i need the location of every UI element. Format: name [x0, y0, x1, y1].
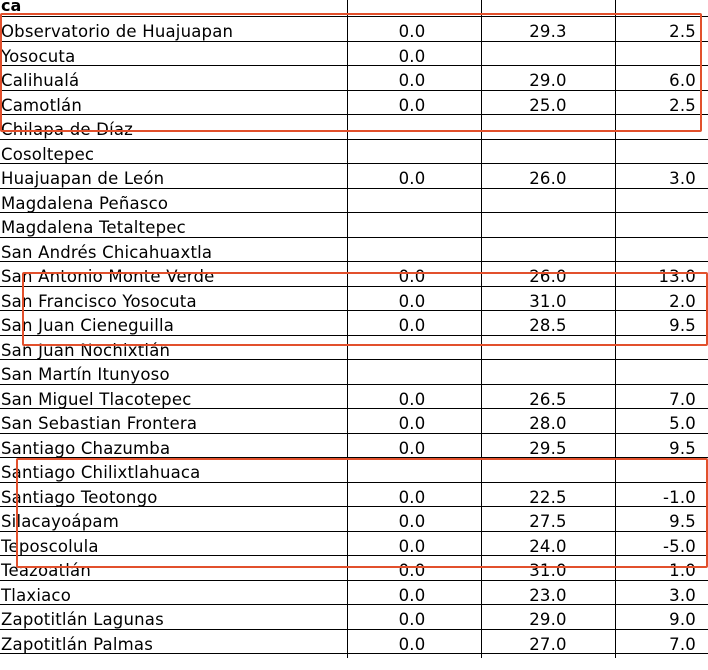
- value-cell-2: 26.0: [529, 169, 567, 188]
- value-cell-1: [348, 458, 476, 482]
- value-cell-1: 0.0: [398, 95, 426, 115]
- value-cell-2: 26.5: [529, 389, 567, 409]
- value-cell-1: 0.0: [398, 316, 426, 335]
- value-cell-1: 0.0: [398, 267, 426, 286]
- value-cell-1: [348, 140, 476, 164]
- value-cell-3: [616, 213, 696, 237]
- table-row: [0, 483, 708, 508]
- value-cell-2: 24.0: [529, 536, 567, 556]
- value-cell-3: 9.5: [669, 438, 696, 458]
- table-row: [0, 605, 708, 630]
- value-cell-2: [482, 213, 614, 237]
- value-cell-1: 0.0: [398, 512, 426, 531]
- table-row: [0, 262, 708, 287]
- value-cell-3: -1.0: [663, 487, 696, 507]
- value-cell-2: 29.5: [529, 438, 567, 458]
- value-cell-1: 0.0: [398, 561, 426, 580]
- table-row: [0, 164, 708, 189]
- station-name-cell: San Juan Nochixtlán: [1, 340, 171, 360]
- value-cell-2: 29.0: [529, 610, 567, 629]
- value-cell-1: 0.0: [398, 71, 426, 90]
- value-cell-2: 28.0: [529, 414, 567, 433]
- value-cell-1: [348, 360, 476, 384]
- station-name-cell: Zapotitlán Palmas: [1, 634, 153, 654]
- value-cell-2: 27.5: [529, 512, 567, 531]
- table-row: [0, 336, 708, 361]
- table-row: [0, 189, 708, 214]
- value-cell-3: 3.0: [669, 585, 696, 605]
- value-cell-3: 3.0: [669, 169, 696, 188]
- station-name-cell: San Francisco Yosocuta: [1, 291, 197, 311]
- value-cell-2: 29.3: [529, 22, 567, 41]
- value-cell-1: [348, 238, 476, 262]
- station-name-cell: Teposcolula: [1, 536, 99, 556]
- value-cell-2: 26.0: [529, 267, 567, 286]
- value-cell-2: [482, 238, 614, 262]
- value-cell-2: [482, 140, 614, 164]
- value-cell-1: 0.0: [398, 22, 426, 41]
- station-name-cell: San Juan Cieneguilla: [1, 316, 175, 335]
- station-name-cell: Chilapa de Díaz: [1, 120, 134, 139]
- table-row: [0, 66, 708, 91]
- value-cell-3: [616, 189, 696, 213]
- value-cell-3: 13.0: [658, 267, 696, 286]
- table-row: [0, 140, 708, 165]
- station-name-cell: San Miguel Tlacotepec: [1, 389, 192, 409]
- station-name-cell: Magdalena Tetaltepec: [1, 218, 186, 237]
- value-cell-2: [482, 458, 614, 482]
- value-cell-1: 0.0: [398, 585, 426, 605]
- value-cell-1: 0.0: [398, 169, 426, 188]
- table-row: [0, 556, 708, 581]
- value-cell-1: 0.0: [398, 634, 426, 654]
- table-row: [0, 532, 708, 557]
- value-cell-3: -5.0: [663, 536, 696, 556]
- station-name-cell: Tlaxiaco: [1, 585, 72, 605]
- table-row: [0, 213, 708, 238]
- station-name-cell: Cosoltepec: [1, 144, 95, 164]
- station-name-cell: San Martín Itunyoso: [1, 365, 170, 384]
- station-name-cell: Teazoatlán: [1, 561, 92, 580]
- value-cell-1: 0.0: [398, 487, 426, 507]
- value-cell-1: [348, 336, 476, 360]
- value-cell-3: [616, 458, 696, 482]
- value-cell-3: 2.0: [669, 291, 696, 311]
- station-name-cell: San Andrés Chicahuaxtla: [1, 242, 213, 262]
- station-name-cell: Yosocuta: [1, 46, 76, 66]
- table-row: [0, 287, 708, 312]
- value-cell-1: 0.0: [398, 536, 426, 556]
- station-name-cell: San Sebastian Frontera: [1, 414, 198, 433]
- station-name-cell: Santiago Chilixtlahuaca: [1, 463, 201, 482]
- table-row: [0, 311, 708, 336]
- value-cell-3: 7.0: [669, 634, 696, 654]
- value-cell-2: 31.0: [529, 561, 567, 580]
- value-cell-2: 27.0: [529, 634, 567, 654]
- value-cell-2: 28.5: [529, 316, 567, 335]
- station-name-cell: Magdalena Peñasco: [1, 193, 169, 213]
- table-row: [0, 507, 708, 532]
- value-cell-1: 0.0: [398, 610, 426, 629]
- table-row: [0, 238, 708, 263]
- value-cell-2: [482, 42, 614, 66]
- value-cell-3: [616, 42, 696, 66]
- table-row: [0, 409, 708, 434]
- value-cell-3: 9.5: [669, 316, 696, 335]
- value-cell-1: [348, 213, 476, 237]
- value-cell-3: 9.5: [669, 512, 696, 531]
- station-name-cell: Silacayoápam: [1, 512, 119, 531]
- value-cell-3: 1.0: [669, 561, 696, 580]
- value-cell-2: [482, 115, 614, 139]
- value-cell-3: 6.0: [669, 71, 696, 90]
- table-row: [0, 385, 708, 410]
- table-row: [0, 17, 708, 42]
- table-row: [0, 91, 708, 116]
- value-cell-1: 0.0: [398, 438, 426, 458]
- value-cell-3: 2.5: [669, 95, 696, 115]
- station-name-cell: Calihualá: [1, 71, 80, 90]
- value-cell-2: 25.0: [529, 95, 567, 115]
- value-cell-2: [482, 360, 614, 384]
- value-cell-2: [482, 336, 614, 360]
- table-row: [0, 360, 708, 385]
- value-cell-3: [616, 238, 696, 262]
- station-name-cell: Santiago Chazumba: [1, 438, 171, 458]
- table-row: [0, 434, 708, 459]
- value-cell-3: [616, 140, 696, 164]
- value-cell-2: 22.5: [529, 487, 567, 507]
- value-cell-2: [482, 189, 614, 213]
- station-name-cell: Zapotitlán Lagunas: [1, 610, 164, 629]
- table-row: [0, 42, 708, 67]
- value-cell-3: [616, 115, 696, 139]
- station-name-cell: Camotlán: [1, 95, 83, 115]
- value-cell-3: 7.0: [669, 389, 696, 409]
- station-name-cell: Santiago Teotongo: [1, 487, 158, 507]
- value-cell-1: 0.0: [398, 46, 426, 66]
- value-cell-1: 0.0: [398, 291, 426, 311]
- value-cell-3: [616, 336, 696, 360]
- value-cell-1: 0.0: [398, 414, 426, 433]
- value-cell-1: [348, 115, 476, 139]
- value-cell-2: 31.0: [529, 291, 567, 311]
- table-row: [0, 581, 708, 606]
- value-cell-2: 23.0: [529, 585, 567, 605]
- value-cell-3: [616, 360, 696, 384]
- station-name-cell: Observatorio de Huajuapan: [1, 22, 234, 41]
- table-heading: ca: [1, 0, 22, 15]
- station-name-cell: Huajuapan de León: [1, 169, 165, 188]
- table-row: [0, 115, 708, 140]
- value-cell-1: 0.0: [398, 389, 426, 409]
- value-cell-3: 9.0: [669, 610, 696, 629]
- value-cell-3: 2.5: [669, 22, 696, 41]
- value-cell-1: [348, 189, 476, 213]
- table-row: [0, 458, 708, 483]
- table-row: [0, 630, 708, 655]
- station-name-cell: San Antonio Monte Verde: [1, 267, 215, 286]
- value-cell-2: 29.0: [529, 71, 567, 90]
- value-cell-3: 5.0: [669, 414, 696, 433]
